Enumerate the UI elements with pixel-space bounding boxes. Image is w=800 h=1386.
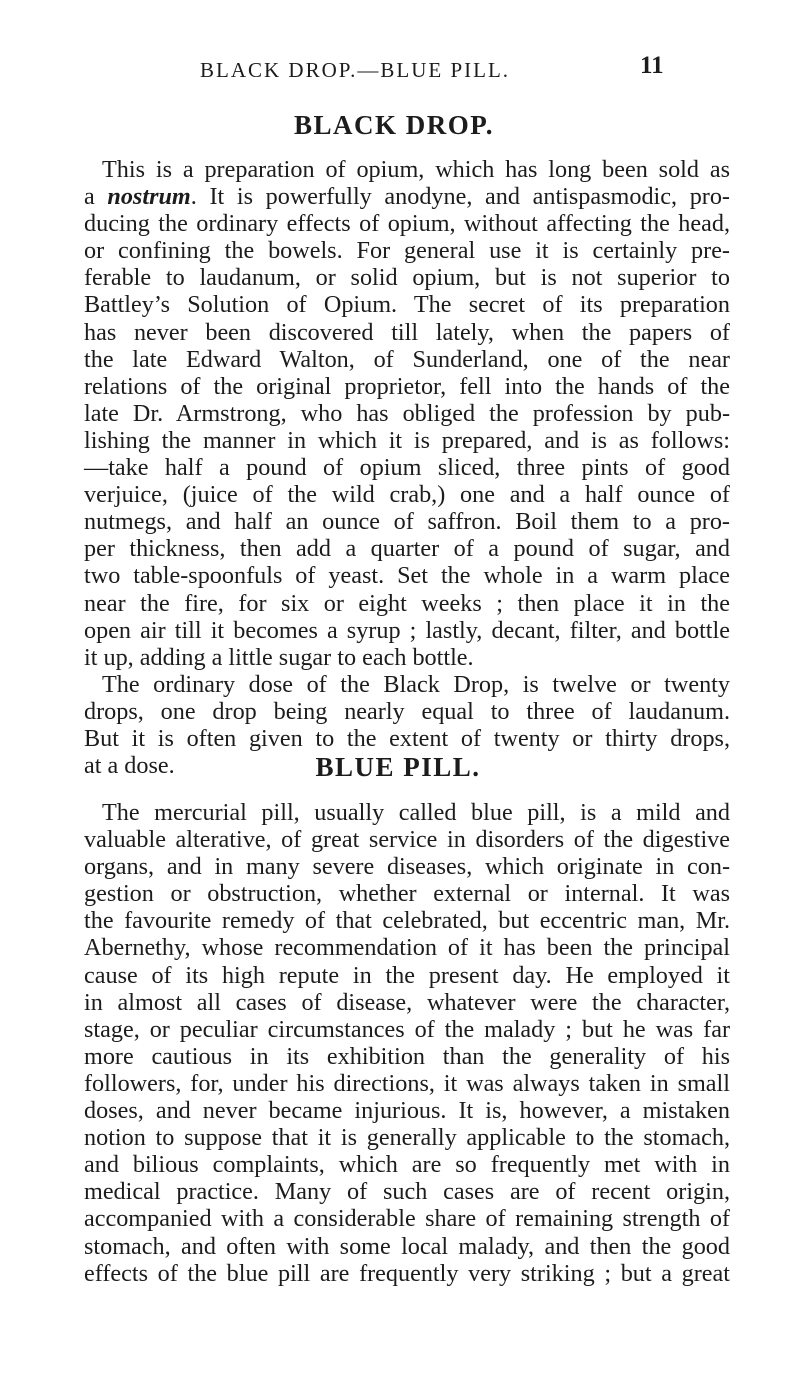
text-line: at a dose. <box>84 752 175 780</box>
text-line: lishing the manner in which it is prepared, and is as follows: <box>84 426 730 454</box>
text-line: ferable to laudanum, or solid opium, but is not superior to <box>84 264 730 292</box>
text-line: the favourite remedy of that celebrated, but eccentric man, Mr. <box>84 907 730 935</box>
section-title-black-drop: BLACK DROP. <box>293 110 495 140</box>
text-line: has never been discovered till lately, when the papers of <box>84 318 730 346</box>
text-line: gestion or obstruction, whether external or internal. It was <box>84 880 730 908</box>
text-line: more cautious in its exhibition than the generality of his <box>84 1042 730 1070</box>
text-line: drops, one drop being nearly equal to three of laudanum. <box>84 697 730 725</box>
text-line: and bilious complaints, which are so frequently met with in <box>84 1151 730 1179</box>
text-line: The ordinary dose of the Black Drop, is twelve or twenty <box>102 670 730 698</box>
text-line: The mercurial pill, usually called blue pill, is a mild and <box>102 799 730 826</box>
text-line: valuable alterative, of great service in disorders of the digestive <box>84 826 730 854</box>
text-line: near the fire, for six or eight weeks ; then place it in the <box>84 589 730 617</box>
text-line: followers, for, under his directions, it was always taken in small <box>84 1069 730 1097</box>
text-line: medical practice. Many of such cases are of recent origin, <box>84 1178 730 1206</box>
black-drop-text <box>84 156 730 779</box>
text-line: doses, and never became injurious. It is, however, a mistaken <box>84 1097 730 1125</box>
text-line: per thickness, then add a quarter of a pound of sugar, and <box>84 535 730 563</box>
text-line: open air till it becomes a syrup ; lastly, decant, filter, and bottle <box>84 616 730 644</box>
text-line: a nostrum. It is powerfully anodyne, and antispasmodic, pro- <box>84 183 730 211</box>
text-line: notion to suppose that it is generally applicable to the stomach, <box>84 1124 730 1152</box>
text-line: stage, or peculiar circumstances of the malady ; but he was far <box>84 1015 730 1043</box>
text-line: relations of the original proprietor, fell into the hands of the <box>84 372 730 400</box>
text-line: effects of the blue pill are frequently very striking ; but a great <box>84 1259 730 1287</box>
text-line: ducing the ordinary effects of opium, without affecting the head, <box>84 210 730 238</box>
text-line: stomach, and often with some local malady, and then the good <box>84 1232 730 1260</box>
text-line: organs, and in many severe diseases, which originate in con- <box>84 853 730 881</box>
running-head: BLACK DROP.—BLUE PILL. <box>200 58 511 82</box>
text-line: Abernethy, whose recommendation of it has been the principal <box>84 934 730 962</box>
section-title-blue-pill: BLUE PILL. <box>315 752 481 782</box>
text-line: accompanied with a considerable share of remaining strength of <box>84 1205 730 1233</box>
text-line: cause of its high repute in the present day. He employed it <box>84 961 730 989</box>
text-line: the late Edward Walton, of Sunderland, one of the near <box>84 345 730 373</box>
text-line: verjuice, (juice of the wild crab,) one and a half ounce of <box>84 481 730 509</box>
text-line: late Dr. Armstrong, who has obliged the profession by pub- <box>84 399 730 427</box>
text-line: two table-spoonfuls of yeast. Set the whole in a warm place <box>84 562 730 590</box>
text-line: or confining the bowels. For general use it is certainly pre- <box>84 237 730 265</box>
text-line: —take half a pound of opium sliced, three pints of good <box>84 454 730 482</box>
text-line: nutmegs, and half an ounce of saffron. Boil them to a pro- <box>84 508 730 536</box>
blue-pill-text <box>84 799 730 1287</box>
text-line: This is a preparation of opium, which has long been sold as <box>102 156 730 183</box>
text-line: But it is often given to the extent of twenty or thirty drops, <box>84 724 730 752</box>
text-line: Battley’s Solution of Opium. The secret of its preparation <box>84 291 730 319</box>
text-line: in almost all cases of disease, whatever were the character, <box>84 988 730 1016</box>
text-line: it up, adding a little sugar to each bottle. <box>84 643 474 671</box>
page-number: 11 <box>640 52 664 79</box>
